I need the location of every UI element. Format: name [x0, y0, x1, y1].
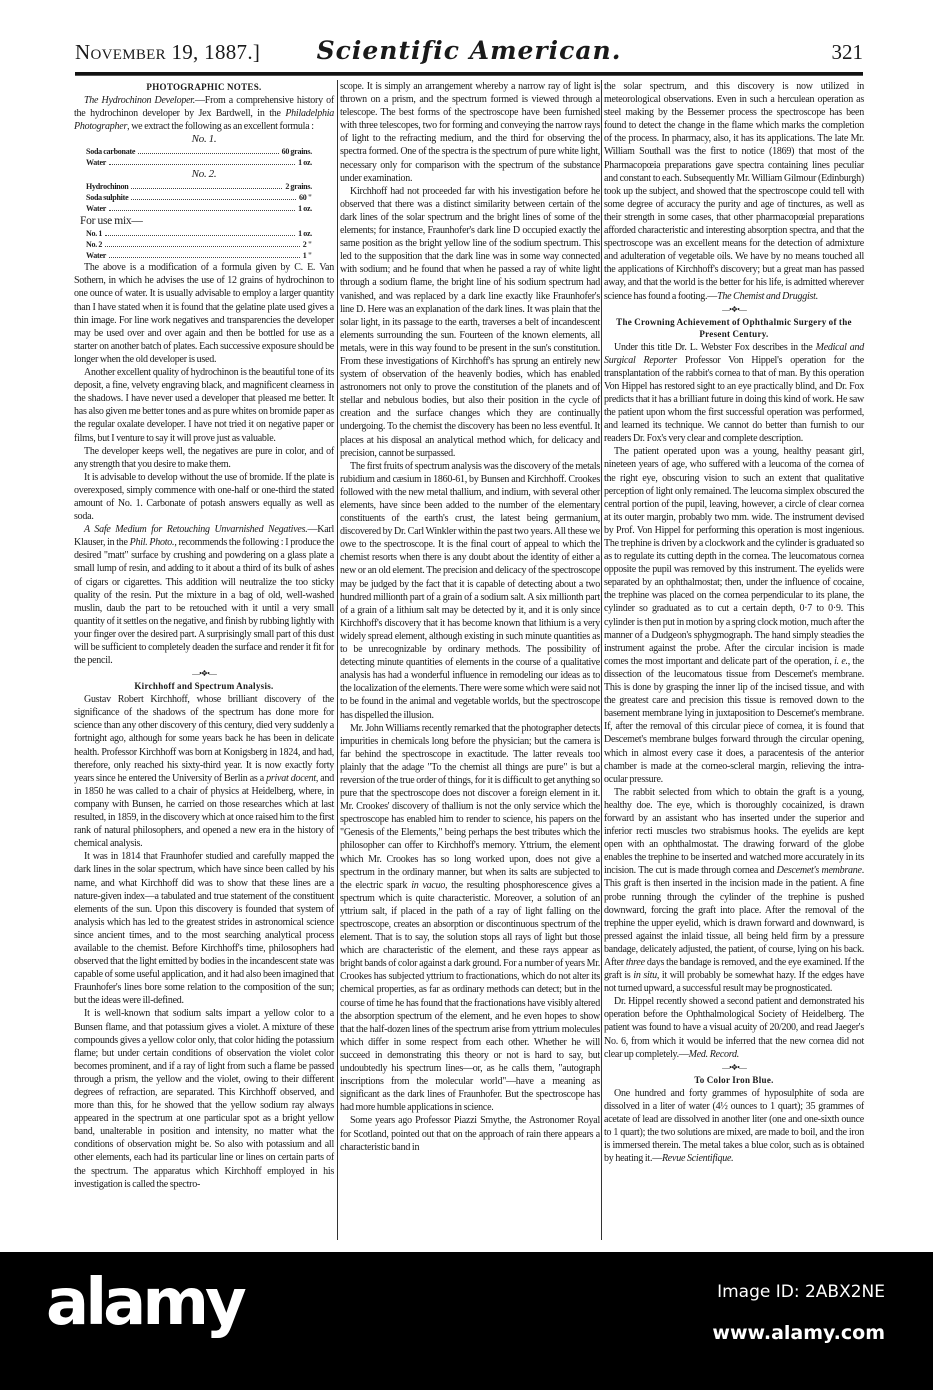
dot-leader	[109, 250, 300, 258]
text-run: days the bandage is removed, and the eye examined. If the graft is	[604, 957, 865, 982]
italic-text: The Hydrochinon Developer.	[84, 95, 196, 106]
formula-row	[74, 146, 334, 157]
image-id: Image ID: 2ABX2NE	[717, 1282, 885, 1302]
formula-row	[74, 228, 334, 239]
section-heading: To Color Iron Blue.	[694, 1074, 774, 1085]
dot-leader	[131, 192, 296, 200]
dot-leader	[109, 203, 295, 211]
section-divider: —•❖•—	[192, 669, 216, 679]
formula-row	[74, 203, 334, 214]
italic-text: Medical and Surgical Reporter	[604, 341, 864, 366]
masthead: Scientific American.	[316, 36, 622, 65]
quantity: 60 grains.	[281, 147, 312, 157]
ingredient: Water	[86, 204, 107, 214]
paragraph	[340, 460, 600, 722]
text-run: , it will probably be somewhat hazy. If the edges have not turned upward, a successful result may be prognosticated.	[604, 970, 865, 995]
text-run: The first fruits of spectrum analysis was the discovery of the metals rubidium and cæsium in 1860-61, by Bunsen and Kirchhoff. Crookes followed with the new metal thallium, and indium, with several other elements, have since been added to the number of the elementary constituents of the earth's crust, the latest being germanium, discovered by Dr. Carl Winkler within the past two years. All these we owe to the spectroscope. It is the final court of appeal to which the chemist resorts when there is any doubt about the identity of either a new or an old element. The precision and delicacy of the spectroscope may be judged by the fact that it is capable of detecting about a two hundred millionth part of a grain of a sodium salt. A six millionth part of a grain of a lithium salt may be detected by it, and it is only since Kirchhoff's discovery that it has become known that lithium is a very widely spread element, although existing in such minute quantities as to be unrecognizable by ordinary methods. The possibility of detecting minute quantities of elements in the course of a qualitative analysis has had a wonderful influence in remodeling our ideas as to the localization of the elements. There were some which were said not to be found in the animal and vegetable worlds, but the spectroscope has dispelled the illusion.	[340, 460, 600, 721]
ingredient: Soda sulphite	[86, 193, 129, 203]
issue-date: November 19, 1887.]	[75, 40, 261, 64]
paragraph	[340, 1114, 600, 1153]
formula-subheading: For use mix—	[80, 215, 143, 228]
column-2	[340, 80, 600, 1154]
text-run: It is well-known that sodium salts impart a yellow color to a Bunsen flame, and that potassium gives a violet. A mixture of these compounds gives a yellow color only, that color hiding the potassium flame; but under certain conditions of observation the violet color becomes prominent, and if a ray of light from such a flame be passed through a prism, the yellow and the violet, owing to their different degrees of refraction, are separated. This Kirchhoff observed, and more than this, for he showed that the yellow sodium ray always appeared in the spectrum at one particular spot as a bright yellow band, unalterable in position and intensity, no matter what the conditions of observation might be. So also with potassium and all other elements, each had its particular line or lines on certain parts of the spectrum. The apparatus which Kirchhoff employed in his investigation is called the spectro-	[74, 1008, 334, 1190]
paragraph	[340, 722, 600, 1115]
italic-text: Phil. Photo.	[129, 537, 175, 549]
dot-leader	[105, 239, 300, 247]
text-run: , the dissection of the leucomatous tissue from Descemet's membrane. This is done by grasping the inner lip of the incised tissue, and with the greatest care and precision this tissue is removed down to the basement membrane lying in juxtaposition to Descemet's membrane. If, after the removal of this circular piece of cornea, it is found that Descemet's membrane bulges forward through the circular opening, which in almost every case it does, a paracentesis of the anterior chamber is made at the corneo-scleral margin, relieving the intra-ocular pressure.	[604, 655, 864, 785]
quantity: 2 "	[302, 240, 312, 250]
dot-leader	[131, 181, 282, 189]
paragraph	[604, 1087, 864, 1166]
paragraph	[74, 445, 334, 471]
column-divider	[601, 80, 602, 1240]
italic-text: The Chemist and Druggist.	[717, 290, 818, 302]
text-run: —Karl Klauser, in the	[74, 524, 334, 549]
text-run: , recommends the following : I produce the desired "matt" surface by crushing and powdering on a glass plate a small lump of resin, and adding to it about a third of its bulk of ashes of cigars or cigarettes. This addition will neutralize the too sticky quality of the resin. Put the mixture in a bag of old, well-washed muslin, daub the part to be retouched with it until a very small quantity of it settles on the negative, and finish by rubbing lightly with your finger over the desired part. A surprisingly small part of this dust will be sufficient to completely deaden the surface and render it fit for the pencil.	[74, 537, 335, 667]
text-run: scope. It is simply an arrangement whereby a narrow ray of light is thrown on a prism, and the spectrum formed is viewed through a telescope. The best forms of the spectroscope have been furnished with three telescopes, two for forming and conveying the narrow rays of light to the refracting medium, and the third for observing the spectra formed. One of the spectra is the spectrum of pure white light, necessary only for comparison with the spectrum of the substance under examination.	[340, 81, 600, 184]
text-run: . This graft is then inserted in the incision made in the patient. A fine probe running through the cylinder of the trephine is pushed downward, forcing the graft into place. After the removal of the trephine the upper eyelid, which is drawn forward and downward, is pressed against the inlaid tissue, all being held firm by a pressure bandage, delicately adjusted, the patient, of course, lying on his back. After	[604, 865, 864, 968]
italic-text: A Safe Medium for Retouching Unvarnished Negatives.	[84, 524, 308, 536]
paragraph	[604, 786, 864, 996]
watermark-url: www.alamy.com	[712, 1322, 885, 1344]
alamy-logo: alamy	[46, 1266, 243, 1340]
ingredient: Water	[86, 251, 107, 261]
dot-leader	[109, 157, 295, 165]
text-run: —From a comprehensive history of the hydrochinon developer by Jex Bardwell, in the	[74, 95, 334, 120]
italic-text: in vacuo	[411, 879, 446, 891]
italic-text: i. e.	[834, 655, 848, 667]
paragraph	[604, 995, 864, 1060]
watermark-bar	[0, 1252, 933, 1390]
text-run: One hundred and forty grammes of hyposulphite of soda are dissolved in a liter of water (4½ ounces to 1 quart); 35 grammes of acetate of lead are dissolved in another liter (one and one-sixth ounce to 1 quart); the two solutions are mixed, are made to boil, and the iron is immersed therein. The metal takes a blue color, such as is obtained by heating it.—	[604, 1087, 864, 1165]
italic-text: Revue Scientifique.	[661, 1153, 734, 1165]
paragraph	[74, 523, 334, 667]
text-run: , and in 1850 he was called to a chair of physics at Heidelberg, where, in company with Bunsen, he carried on those researches which at last resulted, in 1859, in the discovery which at once raised him to the first rank of natural philosophers, and opened a new era in the history of chemical analysis.	[74, 772, 334, 850]
formula-title: No. 1.	[191, 133, 217, 146]
paragraph	[74, 693, 334, 850]
formula-row	[74, 239, 334, 250]
text-run: Mr. John Williams recently remarked that the photographer detects impurities in chemicals long before the physician; but the camera is far behind the spectroscope in exactitude. The latter reveals too plainly that the adage "To the chemist all things are pure" is but a reversion of the true order of things, for it is difficult to get anything so pure that the spectroscope does not discover a foreign element in it. Mr. Crookes' discovery of thallium is not the only service which the spectroscope has enabled him to render to science, his papers on the "Genesis of the Elements," being perhaps the best tributes which the philosopher can offer to Kirchhoff's memory. Yttrium, the element which Mr. Crookes has so long worked upon, does not give a spectrum in the ordinary manner, but when its salts are subjected to the electric spark	[340, 722, 600, 891]
paragraph	[74, 261, 334, 366]
text-run: the solar spectrum, and this discovery is now utilized in meteorological observations. Even in such a herculean operation as steel making by the Bessemer process the spectroscope has been found to detect the change in the flame which marks the completion of the process. In pharmacy, also, it has its applications. The late Mr. William Southall was the first to notice (1869) that most of the Pharmacopœia preparations gave spectra containing lines peculiar and constant to each. Subsequently Mr. William Gilmour (Edinburgh) took up the subject, and showed that the spectroscope could tell with some degree of accuracy the purity and age of tinctures, as well as their strength in some cases, that other pharmacopœial preparations afforded characteristic and interesting absorption spectra, and that the spectroscope was an excellent means for the detection of admixture and adulteration of vegetable oils. We have by no means touched all the applications of Kirchhoff's discovery; but a great man has passed away, and that the world is the better for his life, is admitted wherever science has found a footing.—	[604, 81, 864, 302]
ingredient: No. 2	[86, 240, 103, 250]
paragraph	[74, 1007, 334, 1190]
paragraph	[604, 445, 864, 785]
quantity: 1 oz.	[298, 204, 312, 214]
formula-row	[74, 192, 334, 203]
dot-leader	[138, 146, 278, 154]
formula-row	[74, 250, 334, 261]
text-run: Gustav Robert Kirchhoff, whose brilliant discovery of the significance of the shadows of the spectrum has done more for science than any other discovery of this century, died very suddenly a fortnight ago, although for some years back he has been in delicate health. Professor Kirchhoff was born at Konigsberg in 1824, and had, therefore, only reached his sixty-third year. It is now exactly forty years since he entered the University of Berlin as a	[74, 694, 334, 784]
quantity: 1 oz.	[298, 229, 312, 239]
column-3	[604, 80, 864, 1165]
ingredient: Hydrochinon	[86, 182, 129, 192]
section-heading: PHOTOGRAPHIC NOTES.	[146, 82, 262, 92]
quantity: 1 oz.	[298, 158, 312, 168]
ingredient: Soda carbonate	[86, 147, 136, 157]
text-run: The above is a modification of a formula given by C. E. Van Sothern, in which he advises the use of 12 grains of hydrochinon to one ounce of water. It is usually advisable to employ a larger quantity than I have stated when it is found that the gelatine plate used gives a thin image. For line work negatives and transparencies the developer may be used over and over again and then be bottled for use as a starter on another batch of plates. Each successive exposure should be longer when the old developer is used.	[74, 262, 334, 365]
section-heading: The Crowning Achievement of Ophthalmic Surgery of the Present Century.	[616, 316, 852, 339]
paragraph	[340, 80, 600, 185]
italic-text: in situ	[633, 970, 657, 982]
italic-text: Descemet's membrane	[776, 865, 862, 877]
quantity: 60 "	[298, 193, 312, 203]
italic-text: Philadelphia Photographer	[74, 108, 334, 133]
text-run: It was in 1814 that Fraunhofer studied and carefully mapped the dark lines in the solar spectrum, which have since been called by his name, and what Kirchhoff did was to show that these lines are a nature-given index—a tabulated and true statement of the constituent elements of the sun. Upon this discovery is founded that system of analysis which has led to the greatest strides in astronomical science since ancient times, and to the most searching analytical process available to the chemist. Before Kirchhoff's time, philosophers had observed that the light emitted by bodies in the incandescent state was capable of some useful application, and it had also been imagined that Fraunhofer's lines bore some relation to the composition of the sun; but the ideas were ill-defined.	[74, 851, 334, 1007]
quantity: 2 grains.	[285, 182, 312, 192]
quantity: 1 "	[302, 251, 312, 261]
column-divider	[337, 80, 338, 1240]
text-run: Another excellent quality of hydrochinon is the beautiful tone of its deposit, a fine, velvety engraving black, and magnificent clearness in the shadows. I have never used a developer that pleased me better. It has also given me better tones and as pure whites on bromide paper as the regular oxalate developer. I have not tried it on negative paper or films, but I venture to say it will prove just as valuable.	[74, 367, 334, 444]
ingredient: No. 1	[86, 229, 103, 239]
section-heading: Kirchhoff and Spectrum Analysis.	[134, 681, 274, 692]
text-run: The developer keeps well, the negatives are pure in color, and of any strength that you desire to make them.	[74, 445, 334, 470]
paragraph	[604, 80, 864, 303]
text-run: It is advisable to develop without the use of bromide. If the plate is overexposed, simply commence with one-half or one-third the stated amount of No. 1. Carbonate of potash answers equally as well as soda.	[74, 471, 334, 523]
text-run: The rabbit selected from which to obtain the graft is a young, healthy doe. The eye, which is thoroughly cocainized, is drawn forward by an assistant who has inserted under the superior and inferior recti muscles two strabismus hooks. The eyelids are kept open with an ophthalmostat. The drawing forward of the globe enables the trephine to be inserted and watched more accurately in its incision. The cut is made through cornea and	[604, 786, 864, 877]
paragraph	[340, 185, 600, 460]
paragraph	[74, 471, 334, 523]
text-run: Professor Von Hippel's operation for the transplantation of the rabbit's cornea to that of man. By this operation Von Hippel has restored sight to an eye practically blind, and Dr. Fox predicts that it has a brilliant future in doing this kind of work. He saw the patient upon whom the first successful operation was performed, and learned its technique. We cannot do better than furnish to our readers Dr. Fox's very clear and complete description.	[604, 354, 864, 445]
paragraph	[604, 341, 864, 446]
ingredient: Water	[86, 158, 107, 168]
page-header	[75, 36, 863, 70]
formula-row	[74, 181, 334, 192]
formula-row	[74, 157, 334, 168]
italic-text: privat docent	[266, 772, 316, 784]
italic-text: three	[625, 957, 645, 968]
formula-title: No. 2.	[191, 168, 217, 181]
dot-leader	[105, 228, 295, 236]
page-number: 321	[831, 40, 863, 64]
paragraph	[74, 366, 334, 445]
text-run: , the resulting phosphorescence gives a spectrum which is quite characteristic. Moreover, a solution of an yttrium salt, if placed in the path of a ray of light falling on the spectroscope, creates an absorption or discontinuous spectrum of the element. That is to say, the solution stops all rays of light but those which are characteristic of the element, and these rays appear as bright bands of color against a dark ground. For a number of years Mr. Crookes has subjected yttrium to fractionations, which do not alter its chemical properties, as far as ordinary methods can detect; but in the course of time he has found that the fractionations have visibly altered the absorption spectrum of the element, and he even hopes to show that the half-dozen lines of the spectrum arise from yttrium molecules which differ in some respect from each other. Whether he will succeed in demonstrating this theory or not is hard to say, but undoubtedly his spectrum lines—or, as he calls them, "autograph inscriptions from the molecular world"—have a meaning as significant as the dark lines of Fraunhofer. But the spectroscope has had more humble applications in science.	[340, 879, 600, 1114]
text-run: Under this title Dr. L. Webster Fox describes in the	[614, 341, 816, 353]
section-divider: —•❖•—	[722, 1062, 746, 1072]
italic-text: Med. Record.	[688, 1048, 740, 1060]
column-1	[74, 80, 334, 1191]
text-run: Kirchhoff had not proceeded far with his investigation before he observed that there was a distinct similarity between certain of the dark lines of the solar spectrum and the bright lines of some of the elements; for instance, Fraunhofer's dark line D occupied exactly the same position as the bright yellow line of the sodium spectrum. This led to the supposition that the dark line was in some way connected with sodium; and he found that when he passed a ray of white light through a sodium flame, the bright line of his sodium spectrum had vanished, and was replaced by a dark line exactly like Fraunhofer's line D. Here was an explanation of the dark lines. It was plain that the solar light, in its passage to the earth, traverses a belt of incandescent elements surrounding the sun. Fourteen of the known elements, all metals, were in this way found to be present in the sun's constitution. From these investigations of Kirchhoff's has sprung an entirely new system of observation of the heavenly bodies, which has enabled astronomers not only to prove the constitution of the planets and of stellar and nebulous bodies, but also their position in the cycle of creation and the surface changes which they are continually undergoing. To the chemist the discovery has been no less eventful. It places at his disposal an analytical method which, for delicacy and precision, cannot be surpassed.	[340, 185, 600, 459]
text-run: , we extract the following as an excellent formula :	[127, 121, 314, 133]
section-divider: —•❖•—	[722, 304, 746, 314]
text-run: Some years ago Professor Piazzi Smythe, the Astronomer Royal for Scotland, pointed out that on the approach of rain there appears a characteristic band in	[340, 1115, 600, 1153]
header-rule	[75, 72, 863, 76]
paragraph	[74, 94, 334, 133]
text-run: The patient operated upon was a young, healthy peasant girl, nineteen years of age, who suffered with a leucoma of the cornea of the right eye, obscuring vision to such an extent that qualitative perception of light only remained. The leucoma simplex obscured the central portion of the pupil, leaving, however, a circle of clear cornea at its outer margin, probably two mm. wide. The instrument devised by Prof. Von Hippel for performing this operation is most ingenious. The trephine is driven by a clockwork and the cylinder is graduated so as to regulate its cutting depth in the cornea. The leucomatous cornea opposite the pupil was removed by this instrument. The eyelids were separated by an ophthalmostat; then, under the influence of cocaine, the trephine was placed on the cornea perpendicular to its plane, the cylinder so graduated as to cut a certain depth, 0·7 to 0·9. This cylinder is then put in motion by a spring clock motion, much after the manner of a Dudgeon's sphygmograph. The hand simply steadies the instrument against the probe. After the circular incision is made comes the most important and delicate part of the operation,	[604, 446, 864, 667]
text-run: Dr. Hippel recently showed a second patient and demonstrated his operation before the Ophthalmological Society of Heidelberg. The patient was found to have a visual acuity of 20/200, and read Jaeger's No. 6, from which it would be inferred that the new cornea did not clear up completely.—	[604, 996, 864, 1060]
paragraph	[74, 850, 334, 1007]
